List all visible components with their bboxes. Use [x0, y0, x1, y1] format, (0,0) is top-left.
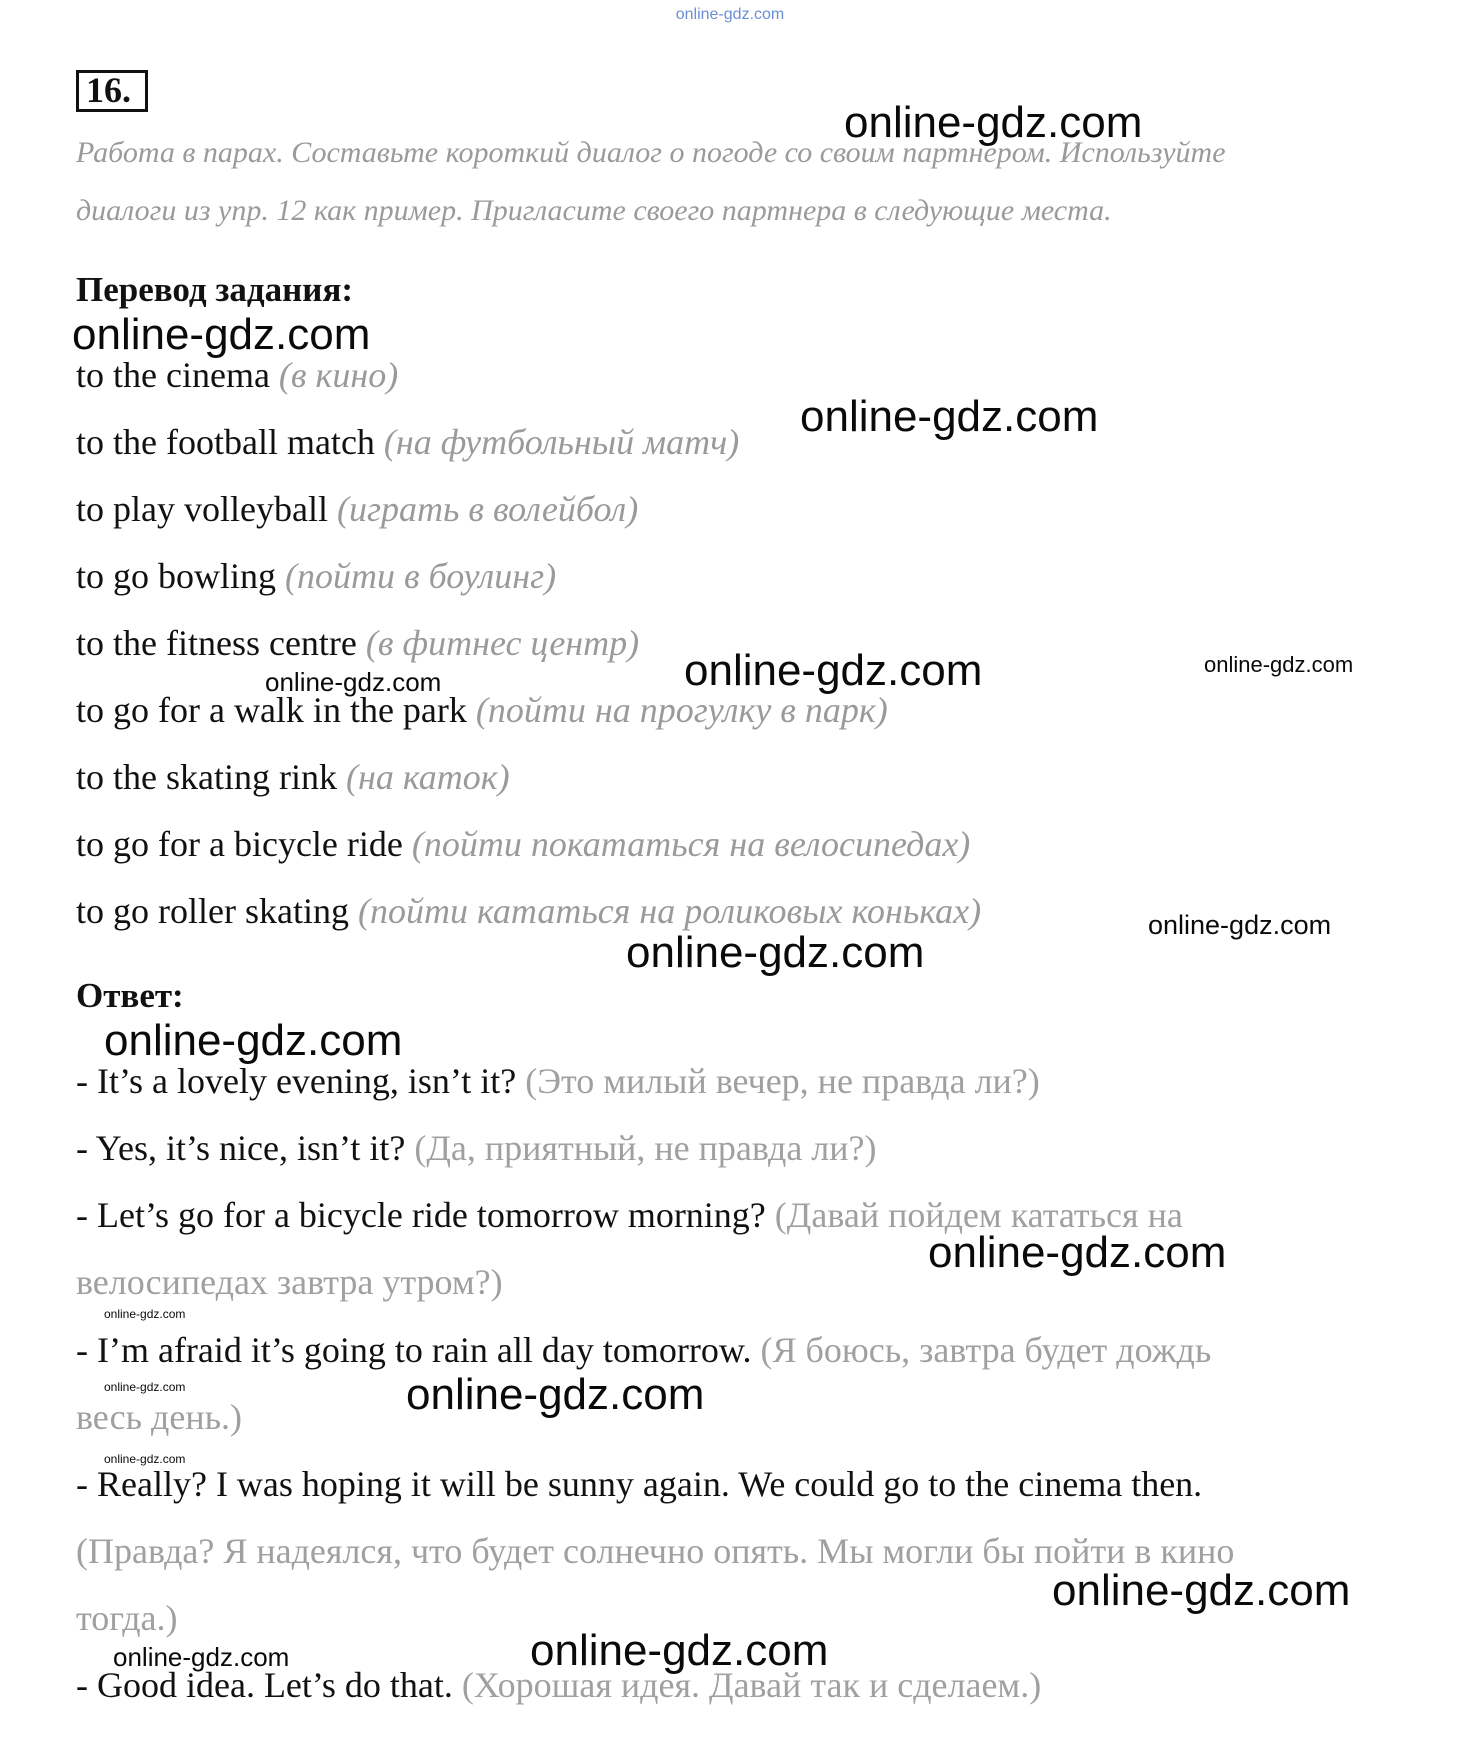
- watermark: online-gdz.com: [406, 1370, 705, 1419]
- dialogue-ru: (Хорошая идея. Давай так и сделаем.): [461, 1665, 1042, 1705]
- item-ru: (пойти покататься на велосипедах): [411, 824, 971, 864]
- list-item: [76, 823, 970, 865]
- watermark: online-gdz.com: [104, 1016, 403, 1065]
- dialogue-line: [76, 1463, 1202, 1505]
- item-ru: (в кино): [278, 355, 399, 395]
- dialogue-ru: (Да, приятный, не правда ли?): [414, 1128, 877, 1168]
- dialogue-continuation: велосипедах завтра утром?): [76, 1262, 503, 1302]
- item-ru: (пойти на прогулку в парк): [475, 690, 888, 730]
- item-en: to go for a bicycle ride: [76, 824, 403, 864]
- watermark: online-gdz.com: [265, 667, 442, 697]
- watermark: online-gdz.com: [104, 1380, 186, 1394]
- dialogue-en: - Really? I was hoping it will be sunny again. We could go to the cinema then.: [76, 1464, 1203, 1504]
- watermark: online-gdz.com: [928, 1228, 1227, 1277]
- watermark: online-gdz.com: [1148, 910, 1332, 940]
- item-ru: (на футбольный матч): [383, 422, 740, 462]
- watermark: online-gdz.com: [113, 1642, 290, 1672]
- dialogue-ru: (Я боюсь, завтра будет дождь: [760, 1330, 1212, 1370]
- item-ru: (пойти кататься на роликовых коньках): [357, 891, 982, 931]
- watermark: online-gdz.com: [1204, 652, 1354, 677]
- dialogue-en: - Yes, it’s nice, isn’t it?: [76, 1128, 406, 1168]
- watermark: online-gdz.com: [530, 1626, 829, 1675]
- item-en: to the skating rink: [76, 757, 337, 797]
- top-watermark: online-gdz.com: [675, 6, 785, 23]
- answer-heading: Ответ:: [76, 976, 184, 1015]
- list-item: [76, 890, 981, 932]
- dialogue-continuation: тогда.): [76, 1598, 178, 1638]
- exercise-number: 16.: [86, 70, 131, 110]
- watermark: online-gdz.com: [626, 928, 925, 977]
- item-en: to go bowling: [76, 556, 277, 596]
- watermark: online-gdz.com: [684, 646, 983, 695]
- item-en: to the fitness centre: [76, 623, 357, 663]
- dialogue-en: - Good idea. Let’s do that.: [76, 1665, 453, 1705]
- item-ru: (в фитнес центр): [365, 623, 640, 663]
- dialogue-continuation: весь день.): [76, 1397, 243, 1437]
- dialogue-en: - Let’s go for a bicycle ride tomorrow morning?: [76, 1195, 766, 1235]
- item-ru: (пойти в боулинг): [285, 556, 557, 596]
- item-ru: (играть в волейбол): [336, 489, 639, 529]
- translation-heading: Перевод задания:: [76, 270, 354, 309]
- task-line-2: диалоги из упр. 12 как пример. Пригласите своего партнера в следующие места.: [76, 194, 1112, 227]
- dialogue-en: - I’m afraid it’s going to rain all day tomorrow.: [76, 1330, 752, 1370]
- dialogue-continuation: (Правда? Я надеялся, что будет солнечно опять. Мы могли бы пойти в кино: [76, 1531, 1235, 1571]
- item-en: to play volleyball: [76, 489, 328, 529]
- dialogue-line: [76, 1329, 1211, 1371]
- dialogue-ru: (Это милый вечер, не правда ли?): [525, 1061, 1040, 1101]
- item-en: to go roller skating: [76, 891, 349, 931]
- watermark: online-gdz.com: [104, 1307, 186, 1321]
- list-item: [76, 488, 638, 530]
- watermark: online-gdz.com: [844, 98, 1143, 147]
- watermark: online-gdz.com: [104, 1452, 186, 1466]
- list-item: [76, 421, 739, 463]
- dialogue-line: [76, 1127, 877, 1169]
- item-ru: (на каток): [345, 757, 510, 797]
- watermark: online-gdz.com: [800, 392, 1099, 441]
- list-item: [76, 354, 398, 396]
- item-en: to the cinema: [76, 355, 270, 395]
- list-item: [76, 756, 510, 798]
- list-item: [76, 555, 556, 597]
- task-line-1: Работа в парах. Составьте короткий диалог о погоде со своим партнером. Используйте: [76, 136, 1226, 169]
- watermark: online-gdz.com: [72, 310, 371, 359]
- watermark: online-gdz.com: [1052, 1566, 1351, 1615]
- dialogue-en: - It’s a lovely evening, isn’t it?: [76, 1061, 517, 1101]
- item-en: to the football match: [76, 422, 375, 462]
- dialogue-ru: (Давай пойдем кататься на: [774, 1195, 1183, 1235]
- item-en: to go for a walk in the park: [76, 690, 467, 730]
- dialogue-line: [76, 1060, 1040, 1102]
- list-item: [76, 622, 639, 664]
